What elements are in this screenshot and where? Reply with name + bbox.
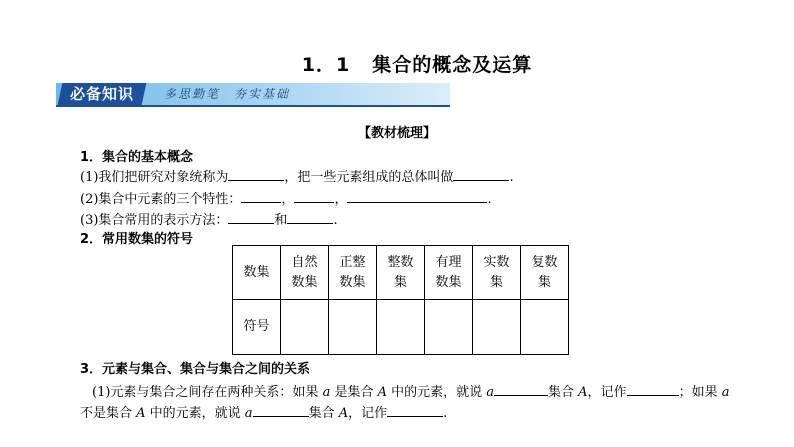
heading-2: 2．常用数集的符号	[80, 232, 194, 247]
title-number: 1．1	[301, 54, 351, 76]
table-cell	[473, 300, 521, 355]
banner-tagline	[164, 83, 290, 105]
table-row	[233, 300, 569, 355]
table-cell: 复数 集	[521, 246, 569, 300]
table-cell: 符号	[233, 300, 281, 355]
page-title	[0, 50, 794, 77]
paragraph-3: (3)集合常用的表示方法： 和 .	[80, 213, 338, 228]
section-title: 【教材梳理】	[357, 126, 436, 141]
banner-badge: 必备知识	[58, 83, 147, 105]
title-text: 集合的概念及运算	[372, 54, 533, 76]
fill-blank	[347, 190, 487, 203]
fill-blank	[453, 168, 509, 181]
table-cell: 正整 数集	[329, 246, 377, 300]
table-cell: 有理 数集	[425, 246, 473, 300]
heading-1: 1．集合的基本概念	[80, 150, 194, 165]
section-banner	[56, 83, 450, 105]
paragraph-1: (1)我们把研究对象统称为 ，把一些元素组成的总体叫做 .	[80, 170, 514, 185]
fill-blank	[228, 211, 274, 224]
fill-blank	[228, 168, 284, 181]
fill-blank	[253, 404, 309, 417]
table-cell	[329, 300, 377, 355]
table-cell: 数集	[233, 246, 281, 300]
fill-blank	[241, 190, 281, 203]
banner-tag-2: 夯实基础	[234, 87, 291, 101]
fill-blank	[494, 383, 548, 396]
table-cell: 整数 集	[377, 246, 425, 300]
paragraph-2: (2)集合中元素的三个特性： ， ， .	[80, 192, 492, 207]
banner-underline	[56, 105, 450, 107]
number-set-table	[232, 245, 569, 355]
paragraph-4-line-1: (1)元素与集合之间存在两种关系：如果 a 是集合 A 中的元素，就说 a 集合 A，记作 ；如果 a	[92, 385, 730, 400]
fill-blank	[294, 190, 334, 203]
table-row	[233, 246, 569, 300]
table-cell	[521, 300, 569, 355]
paragraph-4-line-2: 不是集合 A 中的元素，就说 a 集合 A，记作 .	[80, 406, 448, 421]
fill-blank	[287, 211, 333, 224]
table-cell	[425, 300, 473, 355]
table-cell	[281, 300, 329, 355]
table-cell: 自然 数集	[281, 246, 329, 300]
fill-blank	[627, 383, 679, 396]
table-cell: 实数 集	[473, 246, 521, 300]
fill-blank	[387, 404, 443, 417]
heading-3: 3．元素与集合、集合与集合之间的关系	[80, 362, 311, 377]
table-cell	[377, 300, 425, 355]
banner-tag-1: 多思勤笔	[164, 87, 221, 101]
